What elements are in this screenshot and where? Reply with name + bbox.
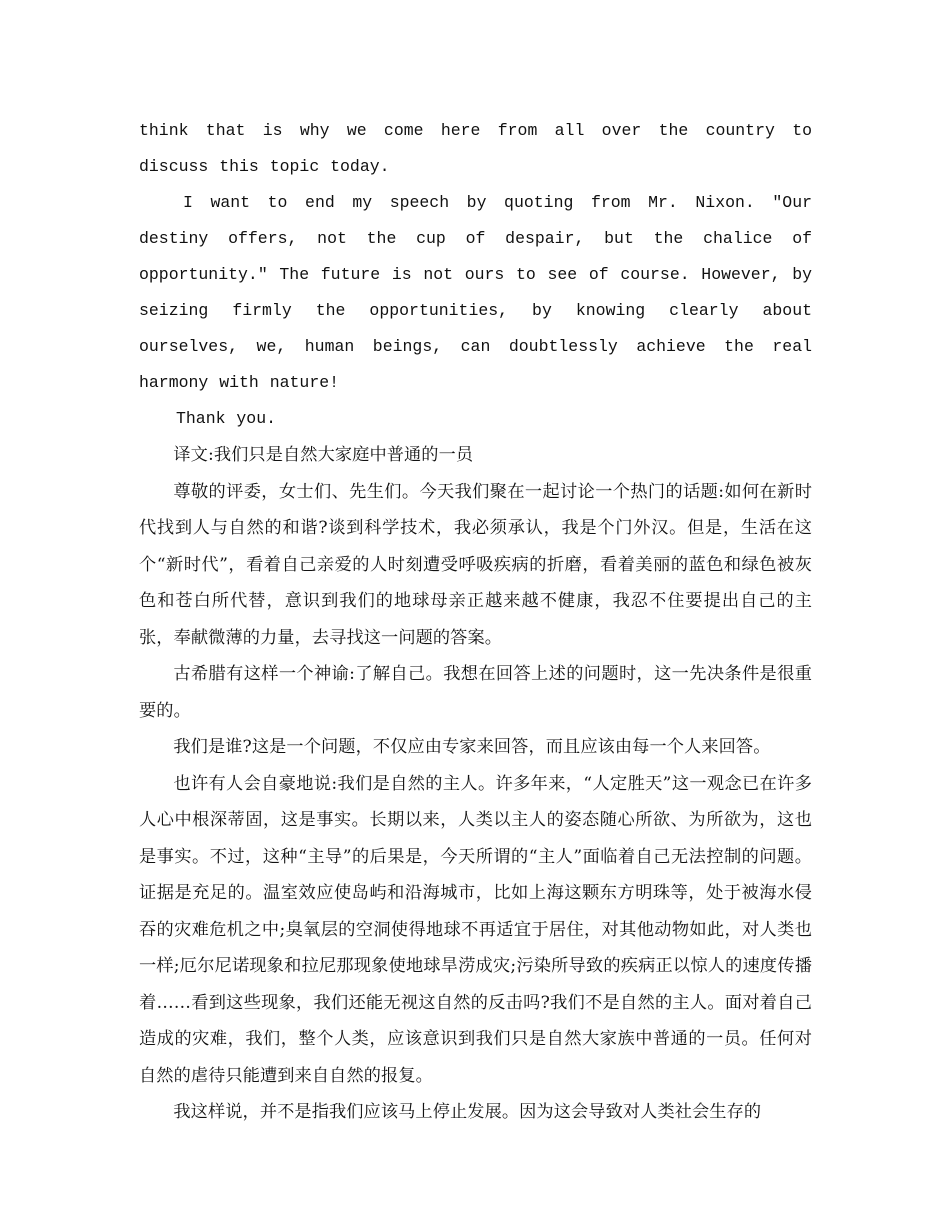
paragraph-6: 古希腊有这样一个神谕:了解自己。我想在回答上述的问题时，这一先决条件是很重要的。	[139, 664, 812, 721]
paragraph-7: 我们是谁?这是一个问题，不仅应由专家来回答，而且应该由每一个人来回答。	[173, 737, 771, 757]
paragraph-8: 也许有人会自豪地说:我们是自然的主人。许多年来，“人定胜天”这一观念已在许多人心中根深蒂固，这是事实。长期以来，人类以主人的姿态随心所欲、为所欲为，这也是事实。不过，这种“主导”的后果是，今天所谓的“主人”面临着自己无法控制的问题。证据是充足的。温室效应使岛屿和沿海城市，比如上海这颗东方明珠等，处于被海水侵吞的灾难危机之中;臭氧层的空洞使得地球不再适宜于居住，对其他动物如此，对人类也一样;厄尔尼诺现象和拉尼那现象使地球旱涝成灾;污染所导致的疾病正以惊人的速度传播着……看到这些现象，我们还能无视这自然的反击吗?我们不是自然的主人。面对着自己造成的灾难，我们，整个人类，应该意识到我们只是自然大家族中普通的一员。任何对自然的虐待只能遭到来自自然的报复。	[139, 773, 812, 1086]
paragraph-3: Thank you.	[176, 409, 277, 428]
paragraph-5: 尊敬的评委，女士们、先生们。今天我们聚在一起讨论一个热门的话题:如何在新时代找到人与自然的和谐?谈到科学技术，我必须承认，我是个门外汉。但是，生活在这个“新时代”，看着自己亲爱的人时刻遭受呼吸疾病的折磨，看着美丽的蓝色和绿色被灰色和苍白所代替，意识到我们的地球母亲正越来越不健康，我忍不住要提出自己的主张，奉献微薄的力量，去寻找这一问题的答案。	[139, 481, 812, 648]
document-page	[139, 113, 812, 1131]
paragraph-1: think that is why we come here from all over the country to discuss this topic today.	[139, 121, 812, 176]
translation-title: 译文:我们只是自然大家庭中普通的一员	[173, 445, 474, 465]
paragraph-2: I want to end my speech by quoting from Mr. Nixon. "Our destiny offers, not the cup of despair, but the chalice of opportunity." The future is not ours to see of course. However, by seizing firmly the opportunities, by knowing clearly about ourselves, we, human beings, can doubtlessly achieve the real harmony with nature!	[139, 193, 812, 392]
paragraph-9: 我这样说，并不是指我们应该马上停止发展。因为这会导致对人类社会生存的	[173, 1102, 762, 1122]
